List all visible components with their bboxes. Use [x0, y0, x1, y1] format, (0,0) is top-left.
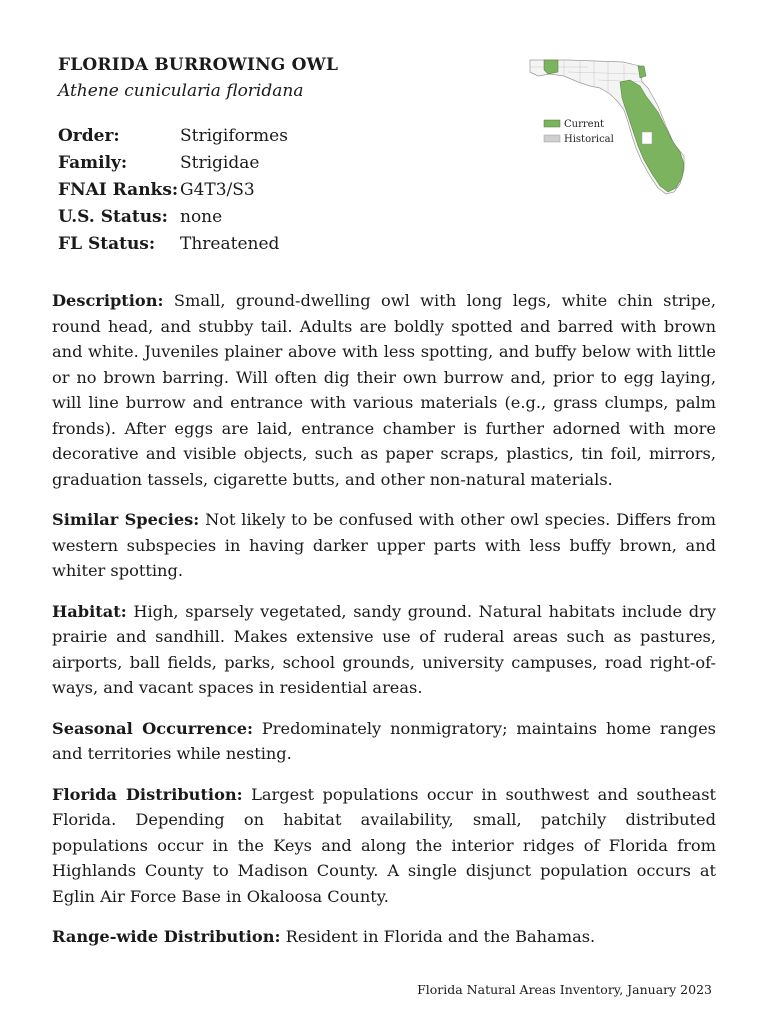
legend-current-label: Current: [564, 119, 605, 130]
taxonomy-row-us-status: [58, 207, 288, 234]
footer-credit: Florida Natural Areas Inventory, January 2023: [417, 982, 712, 997]
section-text: Predominately nonmigratory; maintains home ranges and territories while nesting.: [52, 718, 716, 763]
section-text: Small, ground-dwelling owl with long legs, white chin stripe, round head, and stubby tail. Adults are boldly spotted and barred with brown and white. Juveniles plainer above with less spotting, and buffy below with little or no brown barring. Will often dig their own burrow and, prior to egg laying, will line burrow and entrance with various materials (e.g., grass clumps, palm fronds). After eggs are laid, entrance chamber is further adorned with more decorative and visible objects, such as paper scraps, plastics, tin foil, mirrors, graduation tassels, cigarette butts, and other non-natural materials.: [52, 291, 716, 489]
taxonomy-row-family: [58, 153, 288, 180]
taxonomy-key: FL Status:: [58, 234, 156, 254]
fact-sheet-body: [52, 288, 716, 965]
taxonomy-key: Order:: [58, 126, 120, 146]
section-florida-distribution: [52, 782, 716, 910]
section-heading: Similar Species:: [52, 510, 200, 529]
taxonomy-value: Strigiformes: [180, 126, 288, 146]
section-range-wide-distribution: [52, 924, 716, 950]
legend-historical-label: Historical: [564, 134, 614, 145]
taxonomy-key: Family:: [58, 153, 128, 173]
taxonomy-value: Threatened: [180, 234, 280, 254]
section-heading: Habitat:: [52, 601, 127, 621]
section-text: Not likely to be confused with other owl species. Differs from western subspecies in having darker upper parts with less buffy brown, and whiter spotting.: [52, 510, 716, 580]
section-heading: Description:: [52, 291, 164, 310]
species-common-name: FLORIDA BURROWING OWL: [58, 55, 339, 75]
section-habitat: [52, 599, 716, 701]
taxonomy-table: [58, 126, 288, 261]
taxonomy-row-fl-status: [58, 234, 288, 261]
section-text: Largest populations occur in southwest and southeast Florida. Depending on habitat availability, small, patchily distributed populations occur in the Keys and along the interior ridges of Florida from Highlands County to Madison County. A single disjunct population occurs at Eglin Air Force Base in Okaloosa County.: [52, 784, 717, 906]
section-heading: Range-wide Distribution:: [52, 927, 281, 946]
taxonomy-value: none: [180, 207, 223, 227]
species-scientific-name: Athene cunicularia floridana: [58, 81, 304, 101]
section-heading: Seasonal Occurrence:: [52, 718, 253, 738]
taxonomy-key: U.S. Status:: [58, 207, 168, 227]
section-similar-species: [52, 507, 716, 584]
taxonomy-value: Strigidae: [180, 153, 260, 173]
map-legend: [544, 119, 614, 145]
taxonomy-row-order: [58, 126, 288, 153]
section-seasonal-occurrence: [52, 716, 716, 767]
taxonomy-value: G4T3/S3: [180, 180, 255, 200]
legend-historical-swatch: [544, 135, 560, 142]
taxonomy-row-fnai-ranks: [58, 180, 288, 207]
section-description: [52, 288, 716, 492]
florida-distribution-map: [528, 52, 688, 202]
section-text: High, sparsely vegetated, sandy ground. Natural habitats include dry prairie and sandhill. Makes extensive use of ruderal areas such as pastures, airports, ball fields, parks, school grounds, university campuses, road right-of-ways, and vacant spaces in residential areas.: [52, 601, 716, 697]
section-text: Resident in Florida and the Bahamas.: [285, 927, 596, 946]
taxonomy-key: FNAI Ranks:: [58, 180, 179, 200]
section-heading: Florida Distribution:: [52, 784, 243, 804]
legend-current-swatch: [544, 120, 560, 127]
